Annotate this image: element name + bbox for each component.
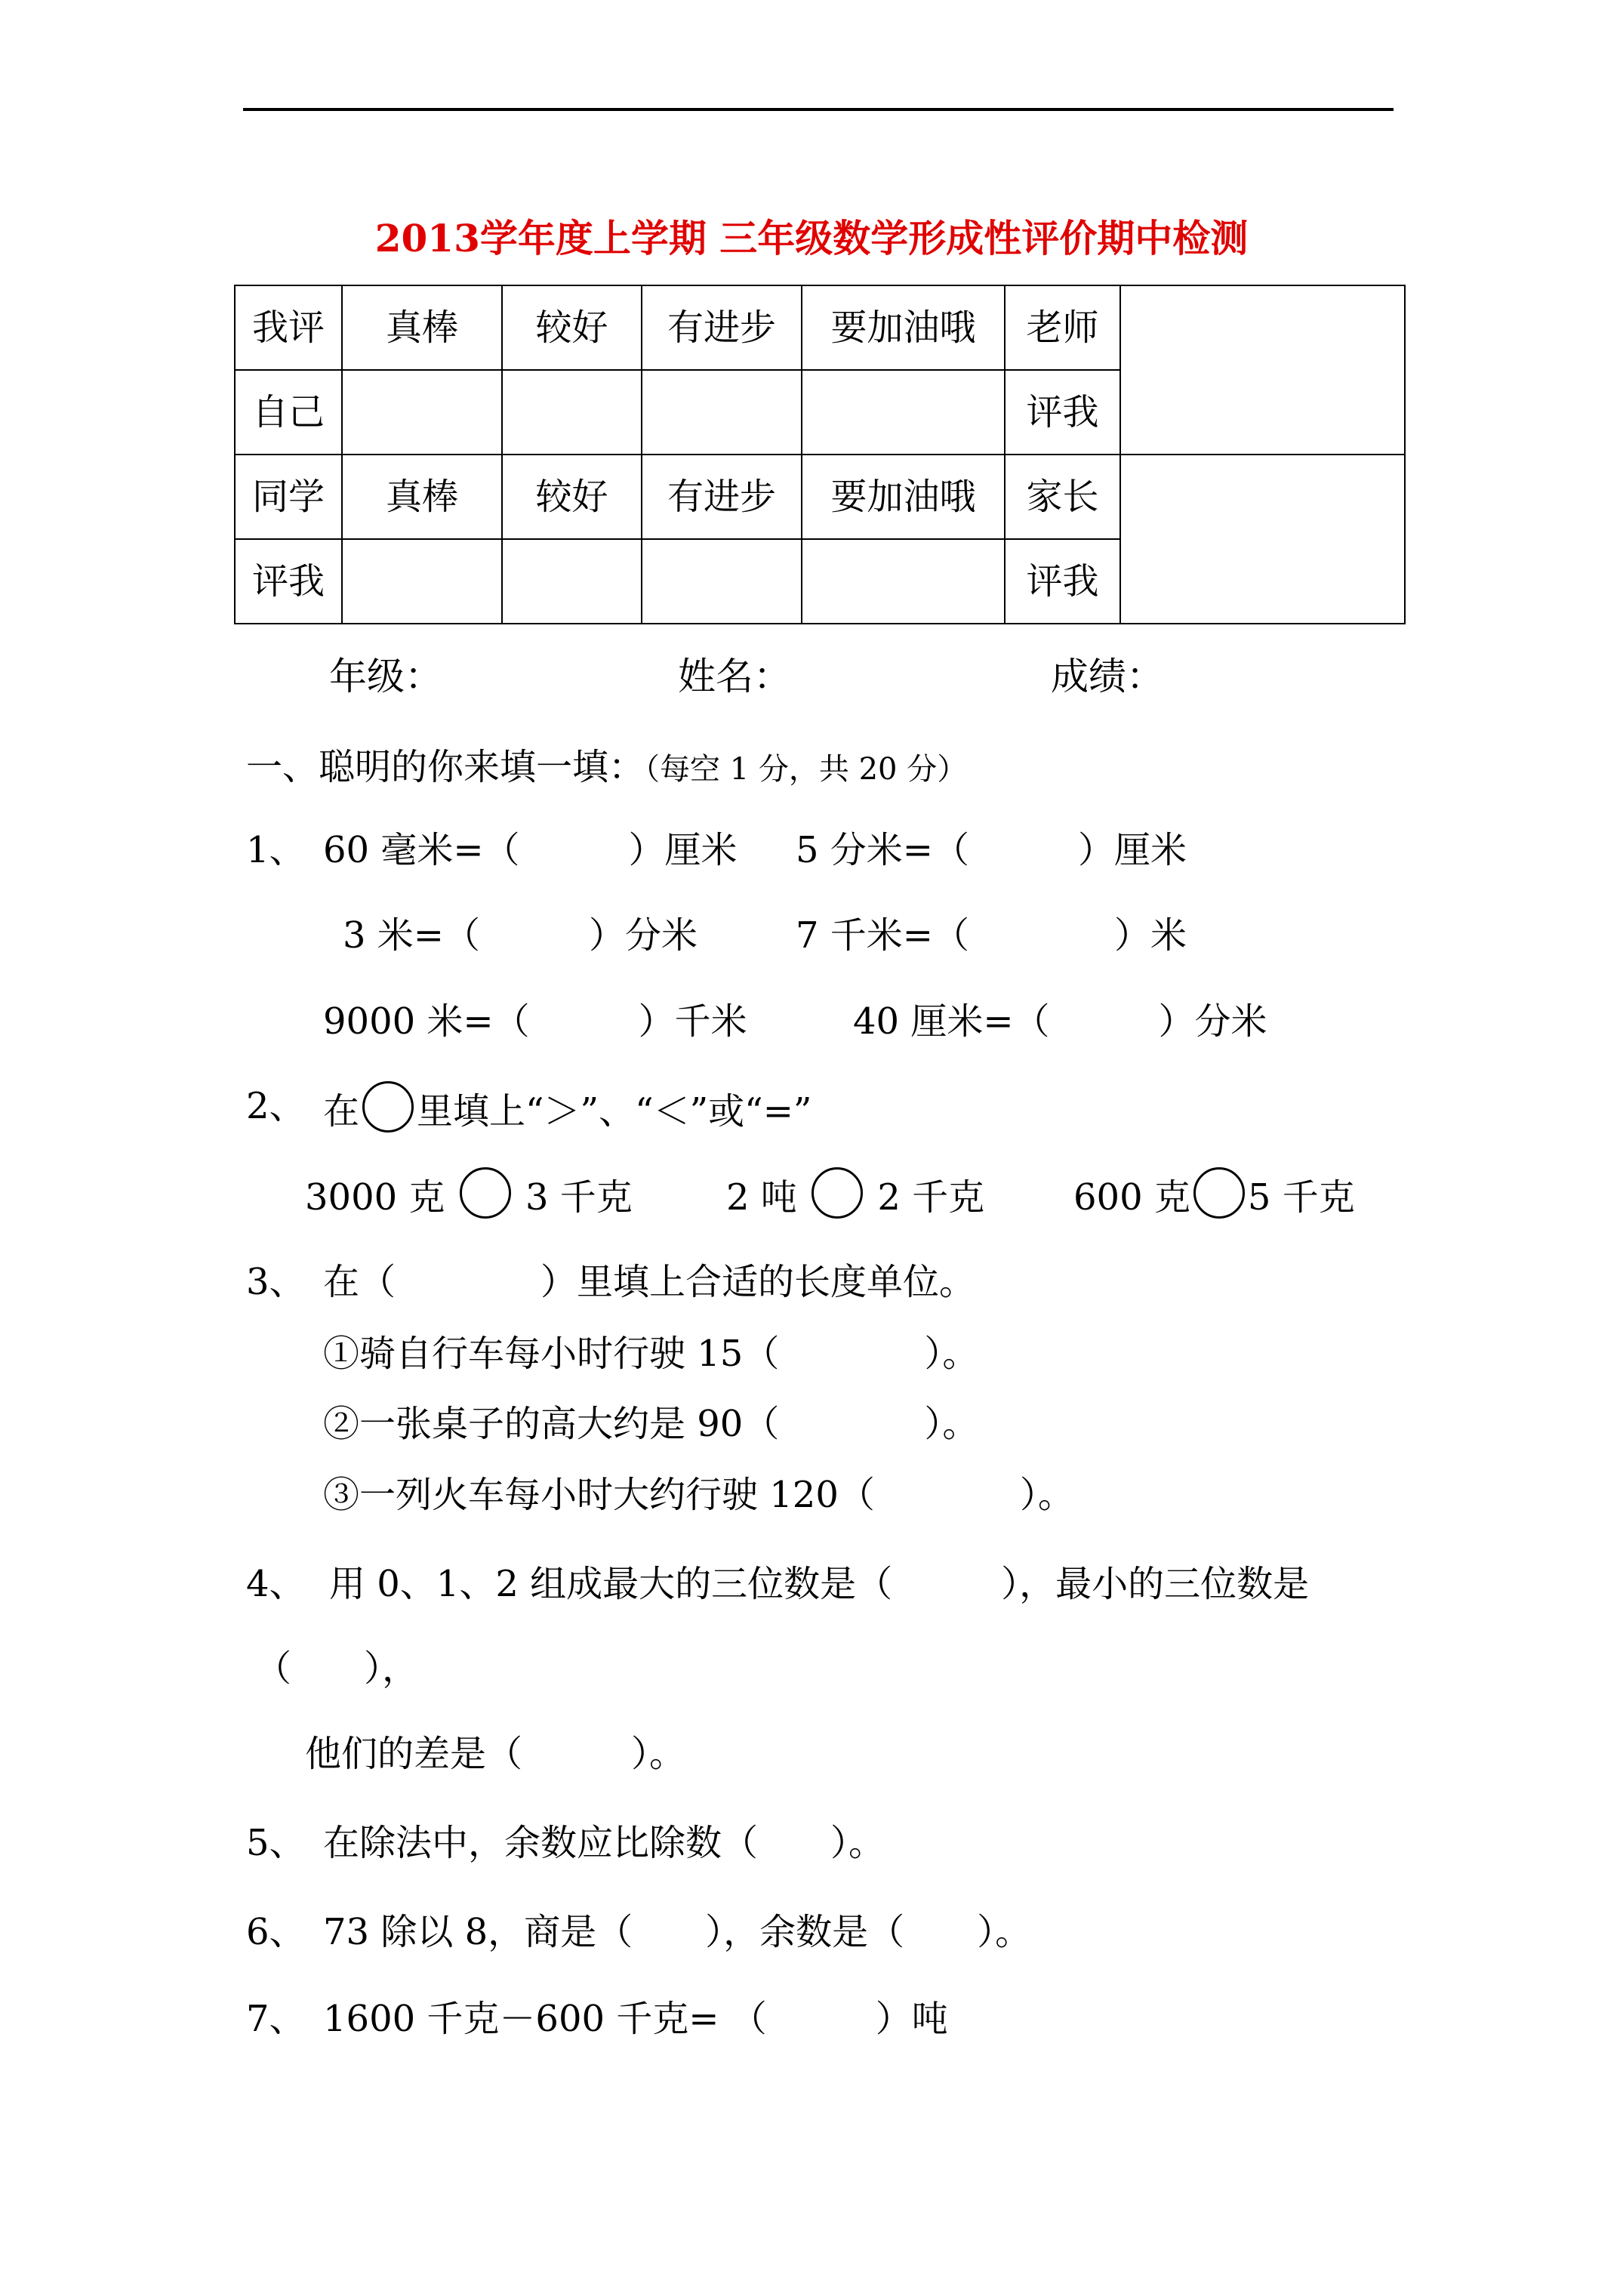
header-rule [243,108,1394,111]
q2-prompt [323,1081,812,1136]
peer-eval-label-1: 同学 [235,455,342,539]
option-try-harder: 要加油哦 [802,285,1005,370]
parent-eval-label-2: 评我 [1005,539,1120,624]
q2-a-left: 3000 克 [305,1176,445,1219]
q2-item-a [305,1167,633,1222]
evaluation-table [234,285,1406,624]
q2-item-c [1073,1167,1355,1222]
q1-item-c: 3 米=（ ）分米 [343,914,698,957]
q2-b-right: 2 千克 [877,1176,985,1219]
q1-item-f: 40 厘米=（ ）分米 [853,1000,1267,1043]
q2-c-right: 5 千克 [1247,1176,1355,1219]
section-1-title: 一、聪明的你来填一填： [246,746,645,788]
peer-eval-cell[interactable] [642,539,802,624]
q4-line-1: 用 0、1、2 组成最大的三位数是（ ），最小的三位数是 [329,1563,1310,1605]
self-eval-cell[interactable] [642,370,802,455]
q1-number: 1、 [246,829,306,871]
name-label: 姓名： [678,655,791,698]
q1-item-d: 7 千米=（ ）米 [796,914,1187,957]
answer-circle[interactable] [812,1167,863,1219]
section-1-scoring-note: （每空 1 分，共 20 分） [645,752,968,787]
page-title: 2013学年度上学期 三年级数学形成性评价期中检测 [374,216,1249,260]
q2-a-right: 3 千克 [525,1176,633,1219]
self-eval-cell[interactable] [802,370,1005,455]
q5-text: 在除法中，余数应比除数（ ）。 [323,1822,885,1864]
option-great: 真棒 [342,455,502,539]
q6-number: 6、 [246,1911,306,1953]
q3-prompt: 在（ ）里填上合适的长度单位。 [323,1261,976,1303]
option-good: 较好 [502,455,642,539]
q2-prompt-a: 在 [323,1090,360,1133]
q5-number: 5、 [246,1822,306,1864]
peer-eval-cell[interactable] [342,539,502,624]
q1-item-e: 9000 米=（ ）千米 [323,1000,747,1043]
q4-line-3: 他们的差是（ ）。 [305,1733,686,1775]
q6-text: 73 除以 8，商是（ ），余数是（ ）。 [323,1911,1032,1953]
score-label: 成绩： [1051,655,1164,698]
q3-item-c: ③一列火车每小时大约行驶 120（ ）。 [323,1474,1074,1516]
q7-number: 7、 [246,1998,306,2040]
self-eval-label-2: 自己 [235,370,342,455]
option-good: 较好 [502,285,642,370]
grade-label: 年级： [329,655,442,698]
option-great: 真棒 [342,285,502,370]
peer-eval-cell[interactable] [502,539,642,624]
q1-item-a: 60 毫米=（ ）厘米 [323,829,738,871]
q2-number: 2、 [246,1085,306,1127]
peer-eval-label-2: 评我 [235,539,342,624]
option-improving: 有进步 [642,455,802,539]
self-eval-cell[interactable] [502,370,642,455]
q2-c-left: 600 克 [1073,1176,1190,1219]
q4-number: 4、 [246,1563,306,1605]
peer-eval-cell[interactable] [802,539,1005,624]
answer-circle[interactable] [460,1167,511,1219]
q3-number: 3、 [246,1261,306,1303]
q2-b-left: 2 吨 [726,1176,797,1219]
section-1-heading [246,742,967,794]
q3-item-b: ②一张桌子的高大约是 90（ ）。 [323,1403,979,1445]
q7-text: 1600 千克－600 千克= （ ）吨 [323,1998,948,2040]
option-improving: 有进步 [642,285,802,370]
option-try-harder: 要加油哦 [802,455,1005,539]
teacher-eval-label-2: 评我 [1005,370,1120,455]
q4-line-2: （ ）， [255,1647,419,1690]
parent-eval-box[interactable] [1120,455,1405,624]
parent-eval-label-1: 家长 [1005,455,1120,539]
q1-item-b: 5 分米=（ ）厘米 [796,829,1187,871]
teacher-eval-label-1: 老师 [1005,285,1120,370]
q3-item-a: ①骑自行车每小时行驶 15（ ）。 [323,1333,979,1375]
teacher-eval-box[interactable] [1120,285,1405,455]
self-eval-label-1: 我评 [235,285,342,370]
compare-circle-icon [362,1081,414,1133]
self-eval-cell[interactable] [342,370,502,455]
q2-prompt-b: 里填上“＞”、“＜”或“=” [417,1090,812,1133]
answer-circle[interactable] [1193,1167,1245,1219]
q2-item-b [726,1167,984,1222]
